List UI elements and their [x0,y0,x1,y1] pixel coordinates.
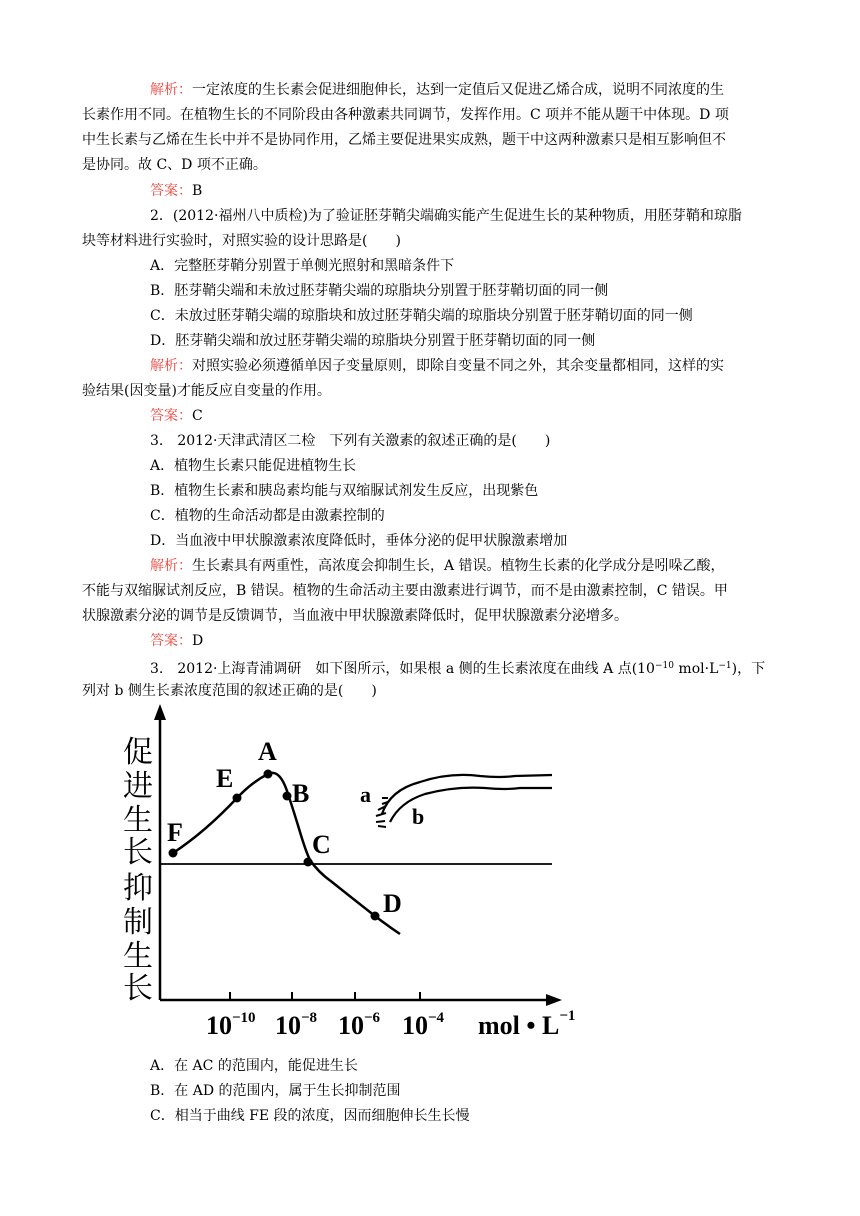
q1-analysis-line-4: 是协同。故 C、D 项不正确。 [82,157,267,173]
point-f [169,849,178,858]
point-b [283,792,292,801]
q3-option-c: C．植物的生命活动都是由激素控制的 [150,508,385,524]
q2-answer [150,406,203,426]
q2-option-d: D．胚芽鞘尖端和放过胚芽鞘尖端的琼脂块分别置于胚芽鞘切面的同一侧 [150,333,596,349]
analysis-text: 一定浓度的生长素会促进细胞伸长，达到一定值后又促进乙烯合成，说明不同浓度的生 [192,82,724,98]
q3-option-b: B．植物生长素和胰岛素均能与双缩脲试剂发生反应，出现紫色 [150,483,539,499]
q4-option-b: B．在 AD 的范围内，属于生长抑制范围 [150,1083,401,1099]
y-label-bottom-char: 制 [123,905,153,940]
x-tick-label: $10^{-8}$ [275,1010,318,1040]
x-axis-arrow [546,994,562,1006]
q4-stem-text: )，下 [731,661,766,677]
q2-stem-line-2: 块等材料进行实验时，对照实验的设计思路是( ) [82,233,401,249]
root-label-b: b [412,804,425,829]
q4-option-a: A．在 AC 的范围内，能促进生长 [150,1058,358,1074]
q2-option-b: B．胚芽鞘尖端和未放过胚芽鞘尖端的琼脂块分别置于胚芽鞘切面的同一侧 [150,283,609,299]
x-tick-label: $10^{-10}$ [206,1010,256,1040]
point-label-d: D [383,889,402,918]
answer-value: C [192,408,203,424]
q2-analysis-line-1 [150,356,724,376]
q2-option-a: A．完整胚芽鞘分别置于单侧光照射和黑暗条件下 [150,258,455,274]
q3-analysis-line-2: 不能与双缩脲试剂反应，B 错误。植物的生命活动主要由激素进行调节，而不是由激素控制，C 错误。甲 [82,583,728,599]
q3-option-a: A．植物生长素只能促进植物生长 [150,458,357,474]
point-label-c: C [312,830,331,859]
point-label-f: F [167,818,183,847]
q3-analysis-line-3: 状腺激素分泌的调节是反馈调节，当血液中甲状腺激素降低时，促甲状腺激素分泌增多。 [82,608,628,624]
y-label-top-char: 促 [123,735,153,770]
point-a [264,770,273,779]
q4-stem-text: mol·L [673,661,719,677]
y-label-top-char: 生 [123,803,153,838]
q2-stem-line-1: 2．(2012·福州八中质检)为了验证胚芽鞘尖端确实能产生促进生长的某种物质，用胚芽鞘和琼脂 [150,208,742,224]
q4-stem-line-2: 列对 b 侧生长素浓度范围的叙述正确的是( ) [82,683,377,699]
q2-analysis-line-2: 验结果(因变量)才能反应自变量的作用。 [82,383,331,399]
analysis-text: 对照实验必须遵循单因子变量原则，即除自变量不同之外，其余变量都相同，这样的实 [192,358,724,374]
q4-option-c: C．相当于曲线 FE 段的浓度，因而细胞伸长生长慢 [150,1108,470,1124]
q1-analysis-line-3: 中生长素与乙烯在生长中并不是协同作用，乙烯主要促进果实成熟，题干中这两种激素只是相互影响但不 [82,132,726,148]
root-label-a: a [360,782,371,807]
root-illustration [360,775,552,829]
analysis-label: 解析： [150,558,192,574]
point-e [233,794,242,803]
answer-value: D [192,633,204,649]
answer-value: B [192,183,203,199]
q3-stem: 3. 2012·天津武清区二检 下列有关激素的叙述正确的是( ) [150,433,551,449]
answer-label: 答案： [150,408,192,424]
y-axis-arrow [154,704,166,720]
q4-stem-sup: −10 [654,661,674,671]
x-tick-label: $10^{-4}$ [402,1010,445,1040]
x-tick-label: $10^{-6}$ [338,1010,381,1040]
q4-stem-text: 3. 2012·上海青浦调研 如下图所示，如果根 a 侧的生长素浓度在曲线 A 点(10 [150,661,655,677]
point-label-e: E [216,764,234,793]
auxin-curve-figure [120,702,600,1047]
answer-label: 答案： [150,633,192,649]
answer-label: 答案： [150,183,192,199]
q3-option-d: D．当血液中甲状腺激素浓度降低时，垂体分泌的促甲状腺激素增加 [150,533,568,549]
y-label-bottom-char: 长 [123,971,153,1006]
y-label-bottom-char: 抑 [123,871,153,906]
q3-analysis-line-1 [150,556,725,576]
y-label-top-char: 长 [123,835,153,870]
point-d [371,912,380,921]
analysis-label: 解析： [150,358,192,374]
root-upper-edge [382,775,552,814]
q1-analysis-line-1 [150,80,724,100]
y-label-top-char: 进 [123,769,153,804]
analysis-label: 解析： [150,82,192,98]
q1-answer [150,181,202,201]
point-label-b: B [292,779,310,808]
q1-analysis-line-2: 长素作用不同。在植物生长的不同阶段由各种激素共同调节，发挥作用。C 项并不能从题干中体现。D 项 [82,107,729,123]
point-label-a: A [258,737,277,766]
q4-stem-line-1 [150,656,765,679]
q2-option-c: C．未放过胚芽鞘尖端的琼脂块和放过胚芽鞘尖端的琼脂块分别置于胚芽鞘切面的同一侧 [150,308,693,324]
x-axis-unit: mol • $L^{-1}$ [478,1008,576,1040]
q3-answer [150,631,203,651]
q4-stem-sup: −1 [718,661,732,671]
y-label-bottom-char: 生 [123,939,153,974]
analysis-text: 生长素具有两重性，高浓度会抑制生长，A 错误。植物生长素的化学成分是吲哚乙酸， [192,558,725,574]
